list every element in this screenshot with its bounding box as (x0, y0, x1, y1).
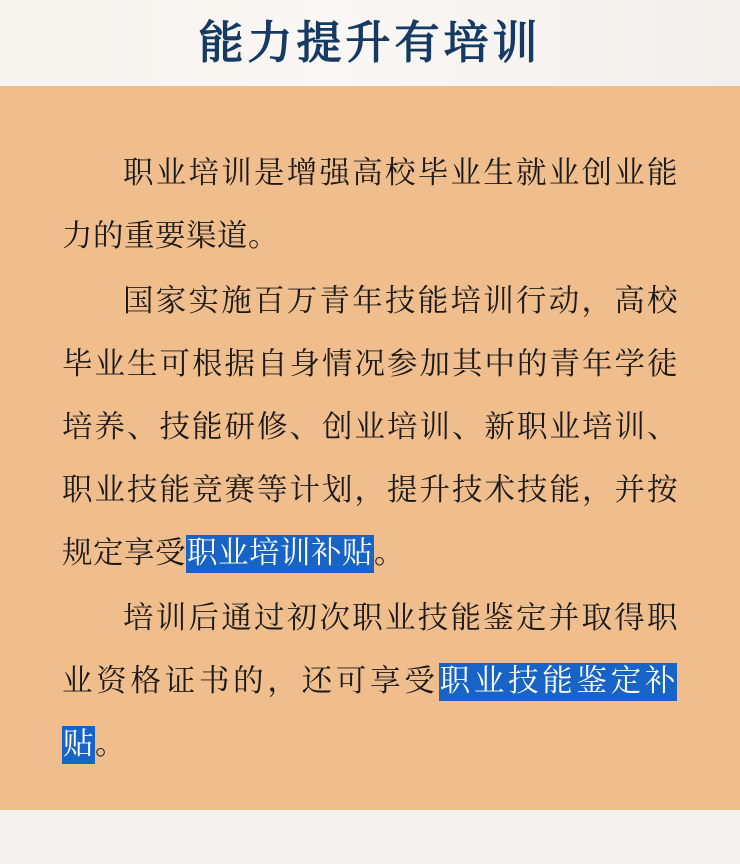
paragraph-3-text-part-1: 培训后通过初次职业技能鉴定并取得职业资格证书的，还可享受 (62, 601, 678, 698)
paragraph-1 (62, 142, 678, 268)
footer-strip (0, 810, 740, 864)
document-body (0, 86, 740, 810)
page-title: 能力提升有培训 (198, 17, 542, 68)
document-header (0, 0, 740, 86)
highlight-vocational-training-subsidy: 职业培训补贴 (186, 535, 374, 573)
paragraph-3 (62, 587, 678, 776)
paragraph-2-text-part-2: 。 (374, 536, 405, 570)
highlight-skill-appraisal-subsidy: 职业技能鉴定补贴 (62, 663, 677, 764)
paragraph-3-text-part-2: 。 (95, 727, 126, 761)
paragraph-1-text: 职业培训是增强高校毕业生就业创业能力的重要渠道。 (62, 156, 678, 253)
paragraph-2 (62, 270, 678, 585)
paragraph-2-text-part-1: 国家实施百万青年技能培训行动，高校毕业生可根据自身情况参加其中的青年学徒培养、技能研修、创业培训、新职业培训、职业技能竞赛等计划，提升技术技能，并按规定享受 (62, 284, 678, 570)
